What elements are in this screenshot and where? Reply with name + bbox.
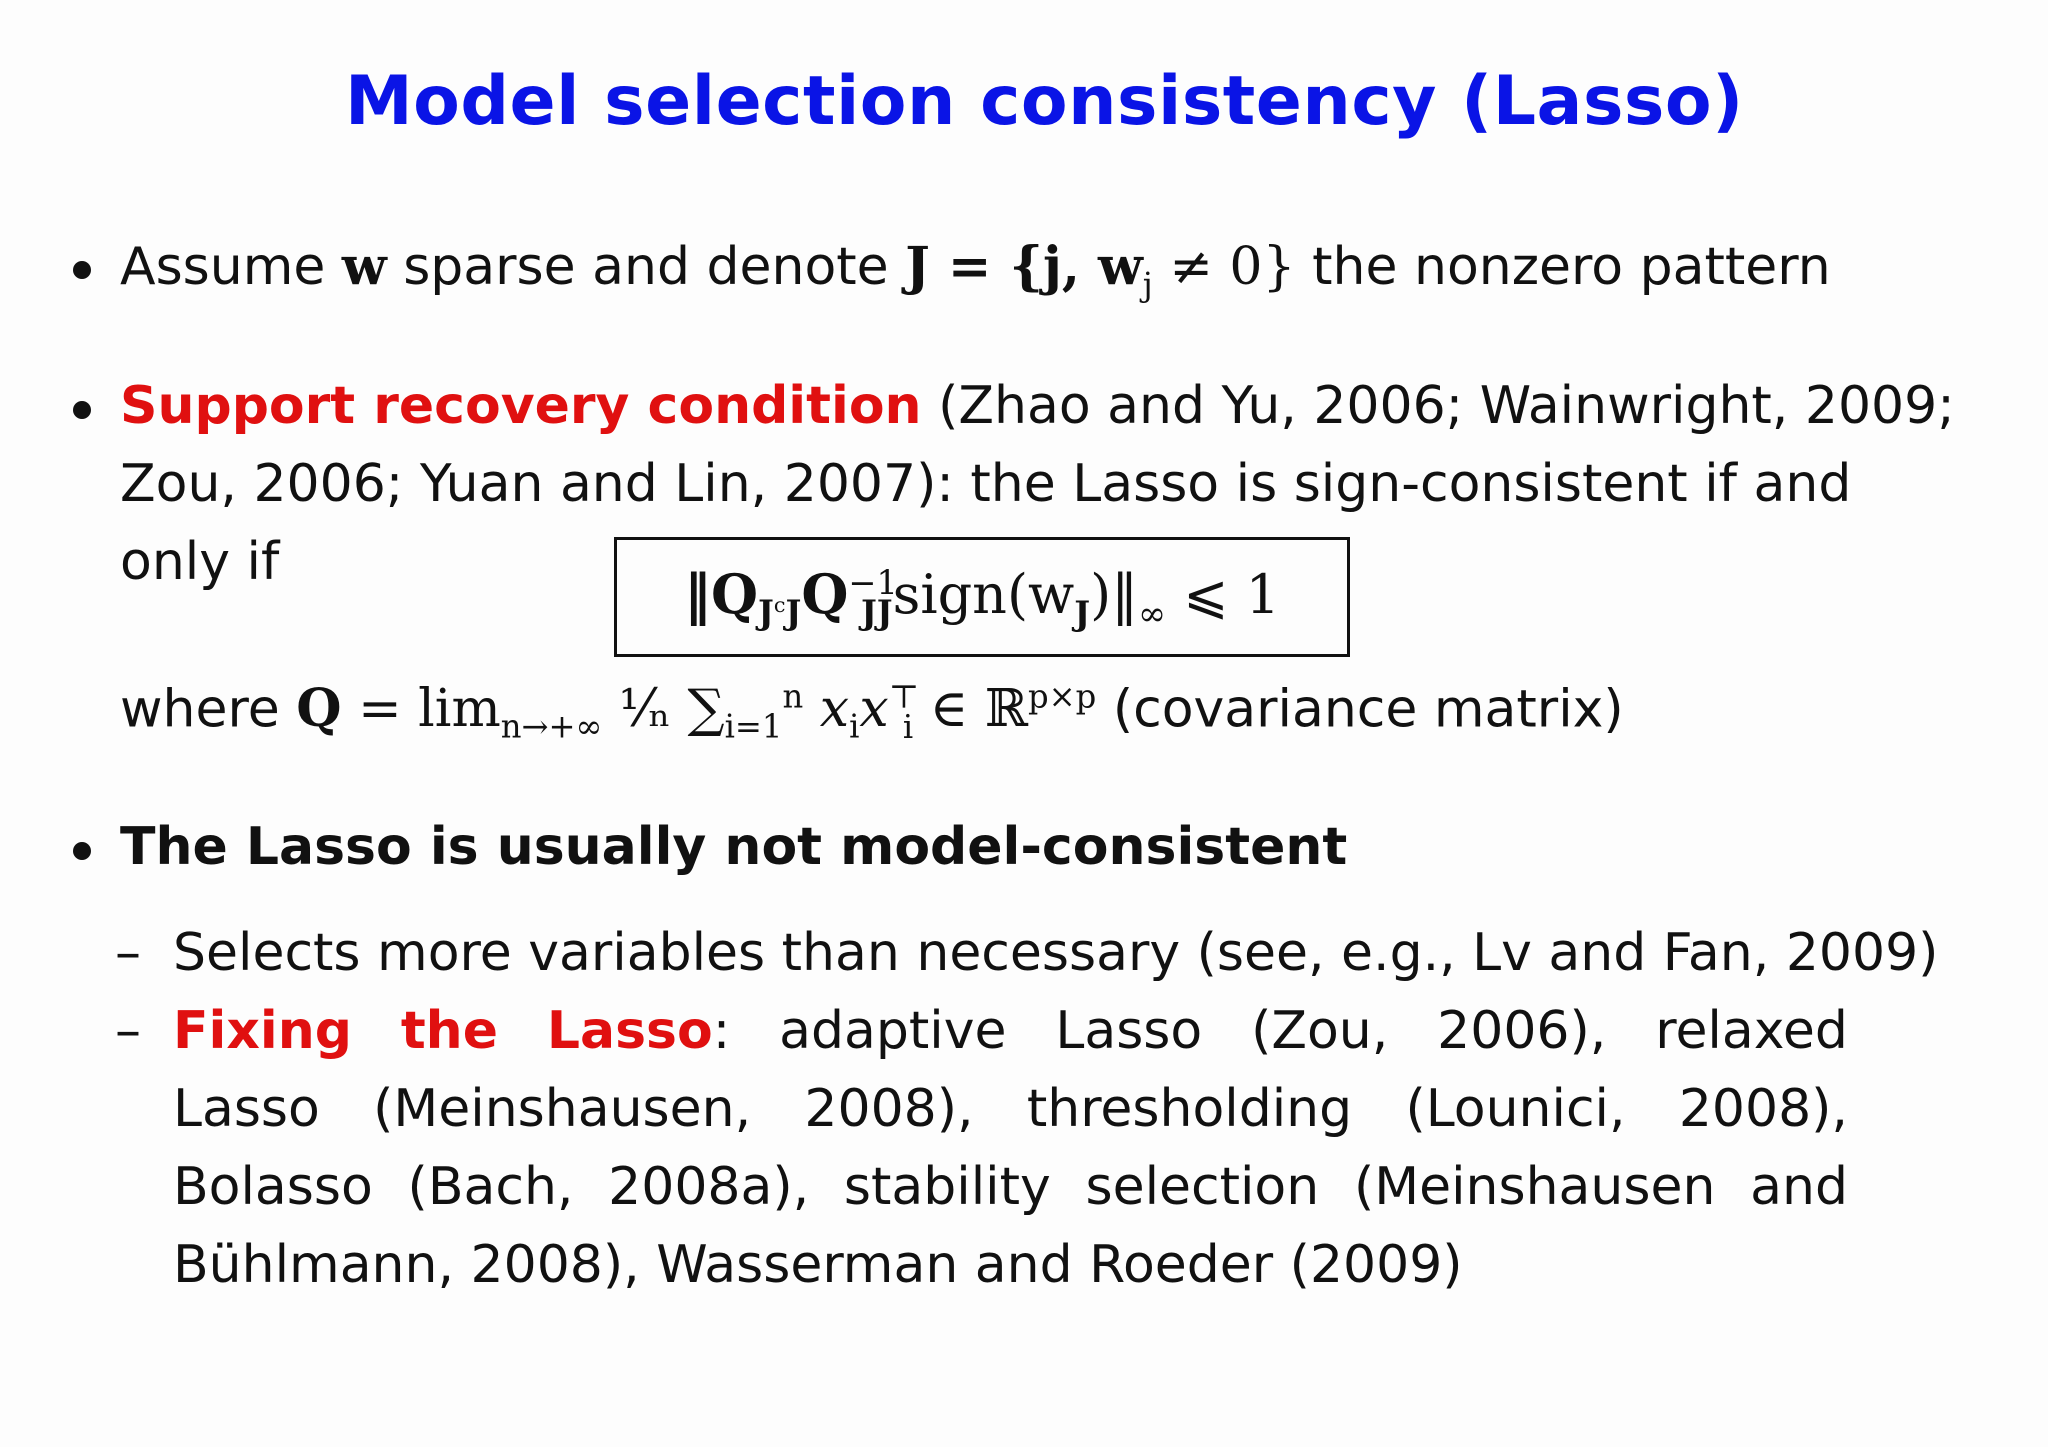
l3-w5: (Meinshausen: [1353, 1157, 1716, 1217]
l2-w4: (Lounici,: [1405, 1079, 1626, 1139]
support-recovery-label: Support recovery condition: [120, 376, 922, 436]
word-lasso-2: Lasso: [1055, 1001, 1203, 1061]
math-set-J: [905, 236, 1296, 304]
lasso-word: Lasso: [546, 1001, 713, 1061]
x-i2-sub: i: [902, 707, 914, 746]
l3-w2: 2008a),: [608, 1157, 810, 1217]
word-adaptive: adaptive: [779, 1001, 1007, 1061]
bullet-1-dot: [73, 261, 91, 279]
covariance-formula: [296, 678, 1097, 746]
slide-title: Model selection consistency (Lasso): [345, 62, 1744, 141]
fixing-word: Fixing: [173, 1001, 352, 1061]
sub-bullet-2-line-1: [173, 1001, 1848, 1061]
le-one: ⩽ 1: [1166, 562, 1280, 626]
irrepresentable-condition-box: [614, 537, 1350, 657]
sub-JJ: JJ: [860, 593, 893, 633]
sign-func: sign(w: [892, 562, 1075, 626]
sub-J2: J: [785, 593, 802, 633]
bullet-2-dot: [73, 401, 91, 419]
lim: = lim: [341, 679, 501, 740]
boxed-formula: [684, 562, 1280, 633]
l2-w0: Lasso: [173, 1079, 320, 1139]
l3-w6: and: [1750, 1157, 1848, 1217]
l2-w2: 2008),: [804, 1079, 974, 1139]
l3-w0: Bolasso: [173, 1157, 373, 1217]
bullet-3-dot: [73, 842, 91, 860]
sub-J: J: [758, 593, 774, 633]
x-i2: x: [859, 679, 889, 740]
the-word: the: [400, 1001, 498, 1061]
sub-bullet-2-line-2: [173, 1079, 1848, 1139]
bullet-2-line-2: Zou, 2006; Yuan and Lin, 2007): the Lasso is sign-consistent if and: [120, 454, 1852, 514]
assume-word: Assume: [120, 237, 326, 297]
math-w: w: [341, 236, 387, 297]
where-Q: Q: [296, 678, 342, 740]
lim-sub: n→+∞: [500, 707, 603, 746]
colon: :: [712, 1001, 731, 1061]
sum-sub: i=1: [724, 707, 783, 746]
lasso-colon: [547, 1001, 730, 1061]
x-i-sub: i: [849, 707, 860, 746]
word-relaxed: relaxed: [1655, 1001, 1848, 1061]
l3-w3: stability: [843, 1157, 1051, 1217]
inf-sub: ∞: [1138, 593, 1167, 633]
sup-c: c: [773, 593, 786, 618]
inverse-sup: −1: [848, 562, 898, 602]
sum-sup: n: [782, 678, 804, 716]
where-word: where: [120, 679, 280, 740]
set-sub: j: [1142, 265, 1153, 304]
word-2006: 2006),: [1437, 1001, 1607, 1061]
sub-bullet-2-line-3: [173, 1157, 1848, 1217]
in-R: ∈ ℝ: [913, 679, 1028, 740]
Q2: Q: [801, 561, 849, 626]
where-line: [120, 678, 1624, 746]
sparse-and-denote: sparse and denote: [403, 237, 889, 297]
covariance-matrix-text: (covariance matrix): [1112, 679, 1624, 740]
l2-w3: thresholding: [1026, 1079, 1353, 1139]
bullet-2-line-1: [120, 376, 1955, 436]
x-i: x: [803, 679, 850, 740]
set-end: ≠ 0}: [1152, 237, 1296, 297]
transpose: ⊤: [888, 678, 920, 716]
bullet-2-line-3: only if: [120, 532, 280, 592]
norm-Q: ‖Q: [684, 561, 759, 626]
sub-bullet-1-dash: –: [115, 923, 141, 983]
R-sup: p×p: [1028, 678, 1097, 716]
frac-sum: ¹⁄ₙ ∑: [602, 679, 725, 740]
sub-bullet-2-line-4: Bühlmann, 2008), Wasserman and Roeder (2009): [173, 1235, 1463, 1295]
l2-w1: (Meinshausen,: [373, 1079, 752, 1139]
norm-end: )‖: [1090, 562, 1139, 626]
citations-line-1: (Zhao and Yu, 2006; Wainwright, 2009;: [938, 376, 1955, 436]
l3-w4: selection: [1085, 1157, 1320, 1217]
l2-w5: 2008),: [1678, 1079, 1848, 1139]
sign-sub-J: J: [1074, 593, 1091, 633]
l3-w1: (Bach,: [407, 1157, 574, 1217]
bullet-1-text: [120, 236, 1831, 303]
sub-bullet-1-text: Selects more variables than necessary (see, e.g., Lv and Fan, 2009): [173, 923, 1939, 983]
nonzero-pattern-text: the nonzero pattern: [1312, 237, 1831, 297]
sub-bullet-2-dash: –: [115, 1001, 141, 1061]
word-zou: (Zou,: [1251, 1001, 1389, 1061]
set-expr: J = {j, w: [905, 236, 1143, 297]
bullet-3-heading: The Lasso is usually not model-consistent: [120, 817, 1348, 877]
